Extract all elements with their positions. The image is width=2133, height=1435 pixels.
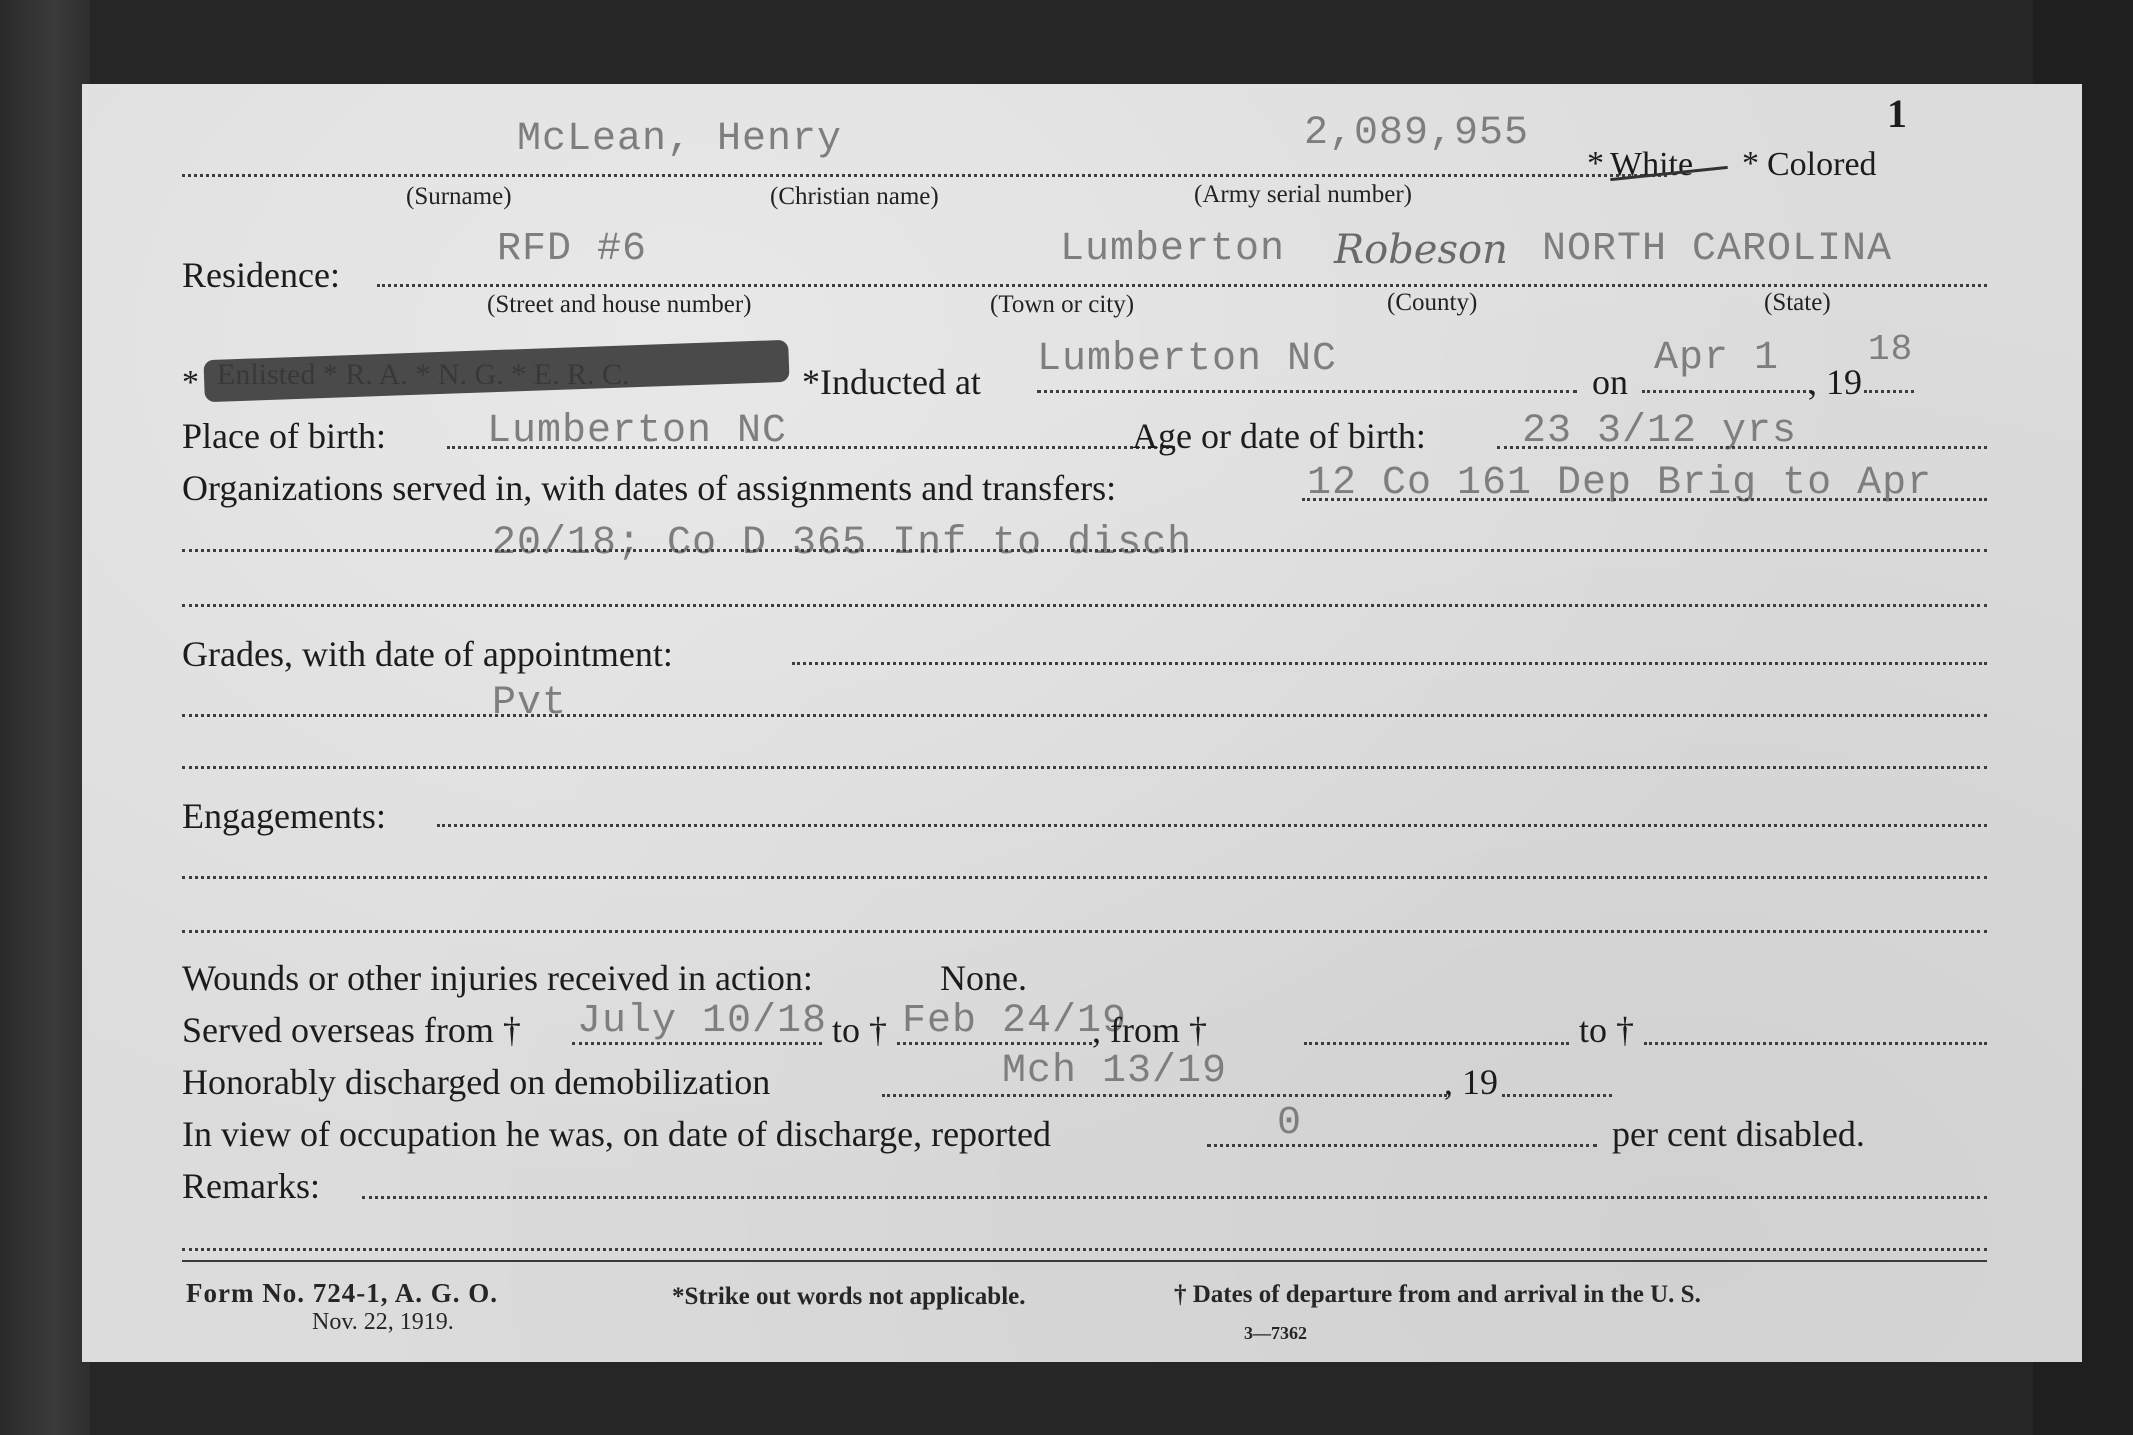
card-number: 1 xyxy=(1887,91,1907,136)
overseas-to2-line xyxy=(1644,1042,1987,1045)
caption-town: (Town or city) xyxy=(990,291,1135,318)
caption-christian-name: (Christian name) xyxy=(770,183,939,210)
strike-note: *Strike out words not applicable. xyxy=(672,1283,1026,1310)
overseas-label: Served overseas from † xyxy=(182,1010,521,1050)
discharge-date: Mch 13/19 xyxy=(1002,1049,1228,1094)
grades-line-1 xyxy=(792,662,1987,665)
organizations-line2: 20/18; Co D 365 Inf to disch xyxy=(492,521,1193,566)
inducted-date-line xyxy=(1642,390,1812,393)
name-line xyxy=(182,174,1667,177)
discharge-label: Honorably discharged on demobilization xyxy=(182,1062,771,1102)
inducted-year: 18 xyxy=(1868,329,1914,370)
induction-star: * xyxy=(182,364,199,401)
caption-surname: (Surname) xyxy=(406,183,512,210)
overseas-from-line xyxy=(572,1042,822,1045)
disability-line xyxy=(1207,1144,1597,1147)
age-label: Age or date of birth: xyxy=(1132,416,1426,456)
race-white: White xyxy=(1610,146,1694,183)
residence-label: Residence: xyxy=(182,255,340,295)
inducted-on-label: on xyxy=(1592,362,1628,402)
disability-value: 0 xyxy=(1277,1101,1303,1146)
inducted-label: *Inducted at xyxy=(802,362,981,402)
dates-note: † Dates of departure from and arrival in the U. S. xyxy=(1174,1281,1701,1308)
wounds-label: Wounds or other injuries received in action: xyxy=(182,958,813,998)
grades-line-3 xyxy=(182,766,1987,769)
grades-value: Pvt xyxy=(492,681,568,726)
organizations-label: Organizations served in, with dates of assignments and transfers: xyxy=(182,468,1117,508)
race-white-star: * xyxy=(1587,145,1604,182)
residence-state: NORTH CAROLINA xyxy=(1542,227,1893,272)
inducted-date: Apr 1 xyxy=(1654,336,1780,381)
organizations-line-3 xyxy=(182,604,1987,607)
birth-place: Lumberton NC xyxy=(487,409,788,454)
discharge-year-line xyxy=(1502,1094,1612,1097)
overseas-from2-label: , from † xyxy=(1092,1010,1207,1050)
race-colored: Colored xyxy=(1767,146,1877,183)
caption-serial: (Army serial number) xyxy=(1194,181,1412,208)
enlisted-struck-text: Enlisted * R. A. * N. G. * E. R. C. xyxy=(217,358,630,391)
remarks-line-2 xyxy=(182,1248,1987,1251)
disability-suffix: per cent disabled. xyxy=(1612,1114,1865,1154)
scan-background-left xyxy=(0,0,90,1435)
caption-state: (State) xyxy=(1764,289,1831,316)
grades-label: Grades, with date of appointment: xyxy=(182,634,673,674)
remarks-label: Remarks: xyxy=(182,1166,320,1206)
age-value: 23 3/12 yrs xyxy=(1522,409,1798,454)
form-number: Form No. 724-1, A. G. O. xyxy=(186,1278,498,1308)
caption-county: (County) xyxy=(1387,289,1478,316)
birth-place-label: Place of birth: xyxy=(182,416,386,456)
overseas-to2-label: to † xyxy=(1579,1010,1635,1050)
engagements-line-2 xyxy=(182,876,1987,879)
discharge-line xyxy=(882,1094,1447,1097)
inducted-year-line xyxy=(1864,390,1914,393)
inducted-place-line xyxy=(1037,390,1577,393)
overseas-to: Feb 24/19 xyxy=(902,999,1128,1044)
overseas-from2-line xyxy=(1304,1042,1569,1045)
overseas-to-label: to † xyxy=(832,1010,888,1050)
birth-place-line xyxy=(447,446,1175,449)
residence-street: RFD #6 xyxy=(497,227,648,272)
residence-county: Robeson xyxy=(1334,227,1508,273)
inducted-place: Lumberton NC xyxy=(1037,337,1338,382)
organizations-line-1 xyxy=(1302,498,1987,501)
form-date: Nov. 22, 1919. xyxy=(312,1309,454,1335)
wounds-value: None. xyxy=(940,958,1027,998)
grades-line-2 xyxy=(182,714,1987,717)
discharge-year-suffix: , 19 xyxy=(1444,1062,1498,1102)
organizations-line1: 12 Co 161 Dep Brig to Apr xyxy=(1307,461,1933,506)
engagements-line-3 xyxy=(182,930,1987,933)
race-colored-star: * xyxy=(1742,145,1759,182)
engagements-label: Engagements: xyxy=(182,796,386,836)
residence-line xyxy=(377,284,1987,287)
card-bottom-rule xyxy=(182,1260,1987,1262)
age-line xyxy=(1497,446,1987,449)
remarks-line-1 xyxy=(362,1196,1987,1199)
disability-label: In view of occupation he was, on date of discharge, reported xyxy=(182,1114,1052,1154)
print-code: 3—7362 xyxy=(1244,1323,1307,1343)
organizations-line-2 xyxy=(182,549,1987,552)
overseas-to-line xyxy=(897,1042,1092,1045)
overseas-from: July 10/18 xyxy=(577,999,828,1044)
engagements-line-1 xyxy=(437,824,1987,827)
name-value: McLean, Henry xyxy=(517,117,843,162)
residence-town: Lumberton xyxy=(1060,227,1286,272)
service-record-card xyxy=(82,84,2082,1362)
inducted-year-prefix: , 19 xyxy=(1808,362,1862,402)
caption-street: (Street and house number) xyxy=(487,291,752,318)
serial-value: 2,089,955 xyxy=(1304,111,1530,156)
